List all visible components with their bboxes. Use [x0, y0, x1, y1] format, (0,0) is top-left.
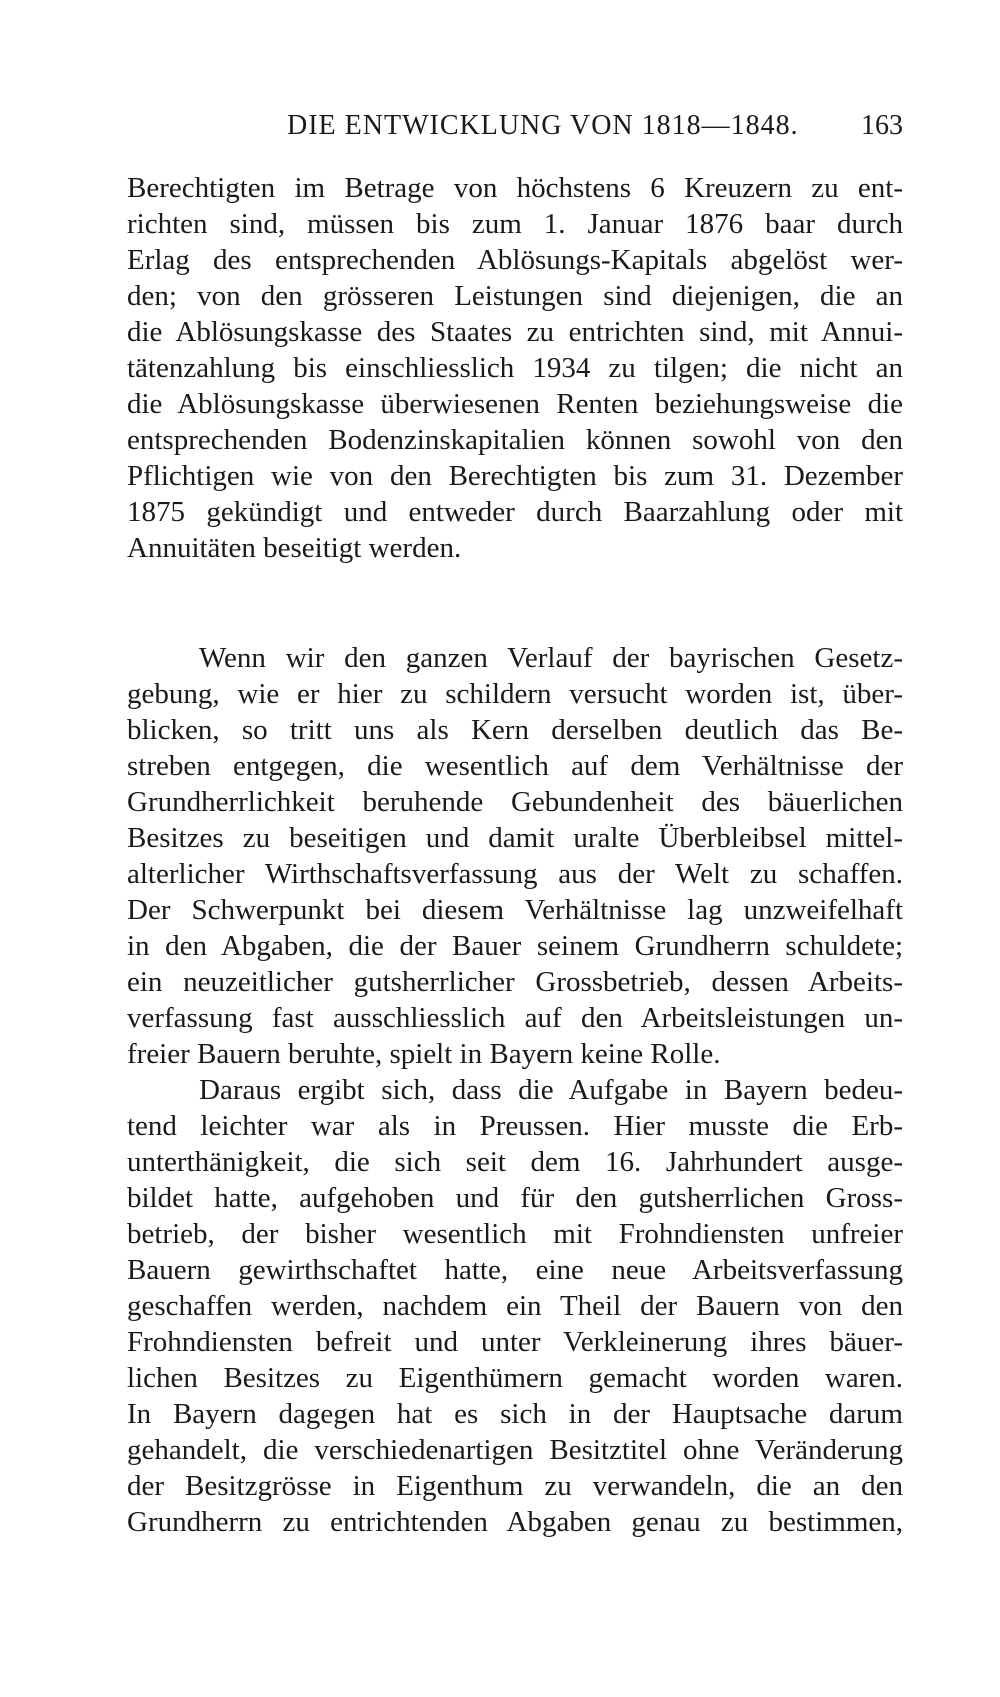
running-head: DIE ENTWICKLUNG VON 1818—1848.	[287, 110, 799, 141]
text-line: Daraus ergibt sich, dass die Aufgabe in Bayern bedeu-	[199, 1074, 903, 1106]
text-line: tend leichter war als in Preussen. Hier musste die Erb-	[127, 1110, 903, 1142]
text-line: lichen Besitzes zu Eigenthümern gemacht worden waren.	[127, 1362, 903, 1394]
text-line: Berechtigten im Betrage von höchstens 6 Kreuzern zu ent-	[127, 172, 903, 204]
text-line: Grundherrn zu entrichtenden Abgaben genau zu bestimmen,	[127, 1506, 903, 1538]
text-line: Wenn wir den ganzen Verlauf der bayrischen Gesetz-	[199, 642, 903, 674]
text-line: alterlicher Wirthschaftsverfassung aus der Welt zu schaffen.	[127, 858, 903, 890]
text-line: Frohndiensten befreit und unter Verkleinerung ihres bäuer-	[127, 1326, 903, 1358]
text-line: den; von den grösseren Leistungen sind diejenigen, die an	[127, 280, 903, 312]
text-line: ein neuzeitlicher gutsherrlicher Grossbetrieb, dessen Arbeits-	[127, 966, 903, 998]
text-line: unterthänigkeit, die sich seit dem 16. Jahrhundert ausge-	[127, 1146, 903, 1178]
text-line: Besitzes zu beseitigen und damit uralte Überbleibsel mittel-	[127, 822, 903, 854]
text-line: Erlag des entsprechenden Ablösungs-Kapitals abgelöst wer-	[127, 244, 903, 276]
text-line: In Bayern dagegen hat es sich in der Hauptsache darum	[127, 1398, 903, 1430]
text-line: Pflichtigen wie von den Berechtigten bis zum 31. Dezember	[127, 460, 903, 492]
page-number: 163	[861, 110, 903, 141]
text-line: richten sind, müssen bis zum 1. Januar 1876 baar durch	[127, 208, 903, 240]
text-line: die Ablösungskasse des Staates zu entrichten sind, mit Annui-	[127, 316, 903, 348]
text-line: bildet hatte, aufgehoben und für den gutsherrlichen Gross-	[127, 1182, 903, 1214]
book-page	[127, 0, 903, 1697]
text-line: der Besitzgrösse in Eigenthum zu verwandeln, die an den	[127, 1470, 903, 1502]
text-line: Bauern gewirthschaftet hatte, eine neue Arbeitsverfassung	[127, 1254, 903, 1286]
text-line: verfassung fast ausschliesslich auf den Arbeitsleistungen un-	[127, 1002, 903, 1034]
text-line: 1875 gekündigt und entweder durch Baarzahlung oder mit	[127, 496, 903, 528]
page-header	[127, 110, 903, 150]
text-line: Der Schwerpunkt bei diesem Verhältnisse lag unzweifelhaft	[127, 894, 903, 926]
text-line: gebung, wie er hier zu schildern versucht worden ist, über-	[127, 678, 903, 710]
text-line: geschaffen werden, nachdem ein Theil der Bauern von den	[127, 1290, 903, 1322]
text-line: gehandelt, die verschiedenartigen Besitztitel ohne Veränderung	[127, 1434, 903, 1466]
text-line: streben entgegen, die wesentlich auf dem Verhältnisse der	[127, 750, 903, 782]
text-line: Grundherrlichkeit beruhende Gebundenheit des bäuerlichen	[127, 786, 903, 818]
text-line: betrieb, der bisher wesentlich mit Frohndiensten unfreier	[127, 1218, 903, 1250]
text-line: blicken, so tritt uns als Kern derselben deutlich das Be-	[127, 714, 903, 746]
text-line: entsprechenden Bodenzinskapitalien können sowohl von den	[127, 424, 903, 456]
text-line: Annuitäten beseitigt werden.	[127, 532, 462, 564]
text-line: tätenzahlung bis einschliesslich 1934 zu tilgen; die nicht an	[127, 352, 903, 384]
text-line: die Ablösungskasse überwiesenen Renten beziehungsweise die	[127, 388, 903, 420]
text-line: in den Abgaben, die der Bauer seinem Grundherrn schuldete;	[127, 930, 903, 962]
text-line: freier Bauern beruhte, spielt in Bayern keine Rolle.	[127, 1038, 721, 1070]
